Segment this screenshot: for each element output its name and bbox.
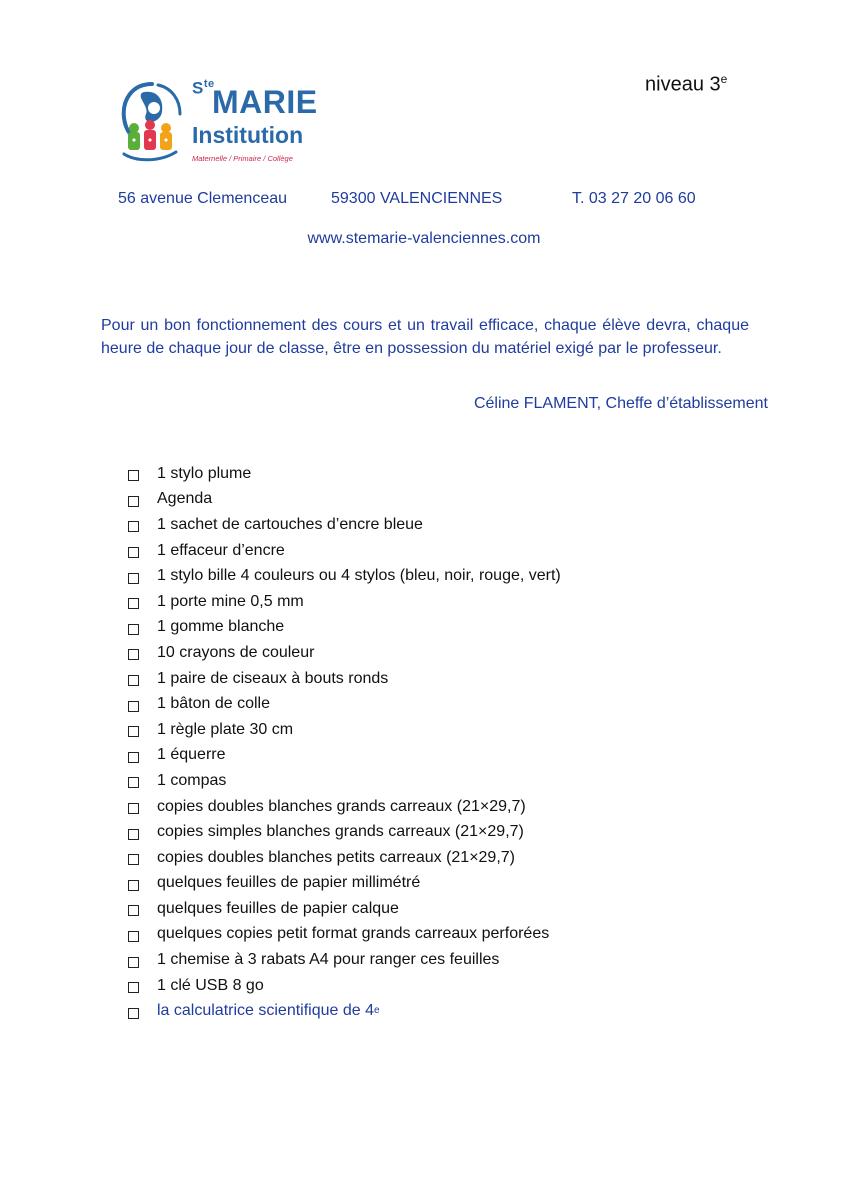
checkbox[interactable] xyxy=(128,496,139,507)
list-item-label: 1 équerre xyxy=(157,746,226,764)
list-item-label: 1 gomme blanche xyxy=(157,618,285,636)
principal-signature: Céline FLAMENT, Cheffe d’établissement xyxy=(473,395,768,412)
checkbox[interactable] xyxy=(128,905,139,916)
checkbox[interactable] xyxy=(128,624,139,635)
list-item-label: 10 crayons de couleur xyxy=(157,643,315,661)
list-item-label: la calculatrice scientifique de 4 xyxy=(157,1002,375,1020)
school-website[interactable]: www.stemarie-valenciennes.com xyxy=(307,230,541,247)
checkbox[interactable] xyxy=(128,803,139,814)
checkbox[interactable] xyxy=(128,957,139,968)
school-logo xyxy=(116,74,316,170)
checkbox[interactable] xyxy=(128,701,139,712)
list-item xyxy=(128,768,561,794)
list-item xyxy=(128,794,561,820)
list-item xyxy=(128,589,561,615)
list-item xyxy=(128,461,561,487)
school-emblem-icon xyxy=(116,78,188,164)
list-item xyxy=(128,563,561,589)
checkbox[interactable] xyxy=(128,521,139,532)
list-item-label: copies simples blanches grands carreaux (21×29,7) xyxy=(157,823,524,841)
list-item xyxy=(128,640,561,666)
list-item-label: quelques copies petit format grands carreaux perforées xyxy=(157,925,550,943)
checkbox[interactable] xyxy=(128,931,139,942)
list-item xyxy=(128,973,561,999)
list-item xyxy=(128,896,561,922)
list-item xyxy=(128,512,561,538)
address-street: 56 avenue Clemenceau xyxy=(118,190,288,207)
list-item-label: copies doubles blanches grands carreaux (21×29,7) xyxy=(157,797,526,815)
list-item xyxy=(128,487,561,513)
list-item xyxy=(128,691,561,717)
list-item-label: quelques feuilles de papier millimétré xyxy=(157,874,421,892)
checkbox[interactable] xyxy=(128,829,139,840)
checkbox[interactable] xyxy=(128,726,139,737)
grade-level-text: niveau 3 xyxy=(645,73,721,96)
list-item-label: 1 compas xyxy=(157,771,227,789)
list-item-label: 1 chemise à 3 rabats A4 pour ranger ces feuilles xyxy=(157,951,500,969)
list-item-label: copies doubles blanches petits carreaux (21×29,7) xyxy=(157,848,515,866)
list-item xyxy=(128,922,561,948)
list-item xyxy=(128,871,561,897)
list-item xyxy=(128,717,561,743)
checkbox[interactable] xyxy=(128,470,139,481)
supply-checklist xyxy=(128,461,561,1024)
list-item-label: quelques feuilles de papier calque xyxy=(157,899,399,917)
grade-level xyxy=(645,72,727,97)
list-item xyxy=(128,845,561,871)
list-item-label: 1 stylo bille 4 couleurs ou 4 stylos (bleu, noir, rouge, vert) xyxy=(157,567,561,585)
checkbox[interactable] xyxy=(128,752,139,763)
checkbox[interactable] xyxy=(128,547,139,558)
checkbox[interactable] xyxy=(128,854,139,865)
list-item-label: 1 bâton de colle xyxy=(157,695,270,713)
list-item-label: Agenda xyxy=(157,490,213,508)
checkbox[interactable] xyxy=(128,598,139,609)
checkbox[interactable] xyxy=(128,649,139,660)
list-item-label: 1 clé USB 8 go xyxy=(157,976,264,994)
checkbox[interactable] xyxy=(128,1008,139,1019)
list-item-label: 1 effaceur d’encre xyxy=(157,541,285,559)
list-item xyxy=(128,743,561,769)
list-item-label: 1 porte mine 0,5 mm xyxy=(157,592,304,610)
list-item xyxy=(128,615,561,641)
list-item xyxy=(128,947,561,973)
checkbox[interactable] xyxy=(128,675,139,686)
intro-paragraph: Pour un bon fonctionnement des cours et un travail efficace, chaque élève devra, chaque heure de chaque jour de classe, être en possession du matériel exigé par le professeur. xyxy=(101,317,749,357)
list-item-calculator: la calculatrice scientifique de 4 e xyxy=(128,998,561,1024)
grade-level-sup: e xyxy=(720,72,728,86)
list-item xyxy=(128,819,561,845)
checkbox[interactable] xyxy=(128,982,139,993)
checkbox[interactable] xyxy=(128,880,139,891)
address-phone: T. 03 27 20 06 60 xyxy=(572,190,696,207)
logo-institution-text: Institution xyxy=(192,122,304,148)
logo-marie-text: MARIE xyxy=(212,84,318,120)
address-city: 59300 VALENCIENNES xyxy=(331,190,503,207)
checkbox[interactable] xyxy=(128,777,139,788)
list-item-label: 1 stylo plume xyxy=(157,464,252,482)
list-item xyxy=(128,666,561,692)
list-item xyxy=(128,538,561,564)
logo-tagline: Maternelle / Primaire / Collège xyxy=(192,154,293,163)
list-item-label: 1 règle plate 30 cm xyxy=(157,720,294,738)
logo-ste-text: $S^{te}$ xyxy=(192,78,215,98)
checkbox[interactable] xyxy=(128,573,139,584)
list-item-label: 1 sachet de cartouches d’encre bleue xyxy=(157,515,423,533)
list-item-label: 1 paire de ciseaux à bouts ronds xyxy=(157,669,389,687)
